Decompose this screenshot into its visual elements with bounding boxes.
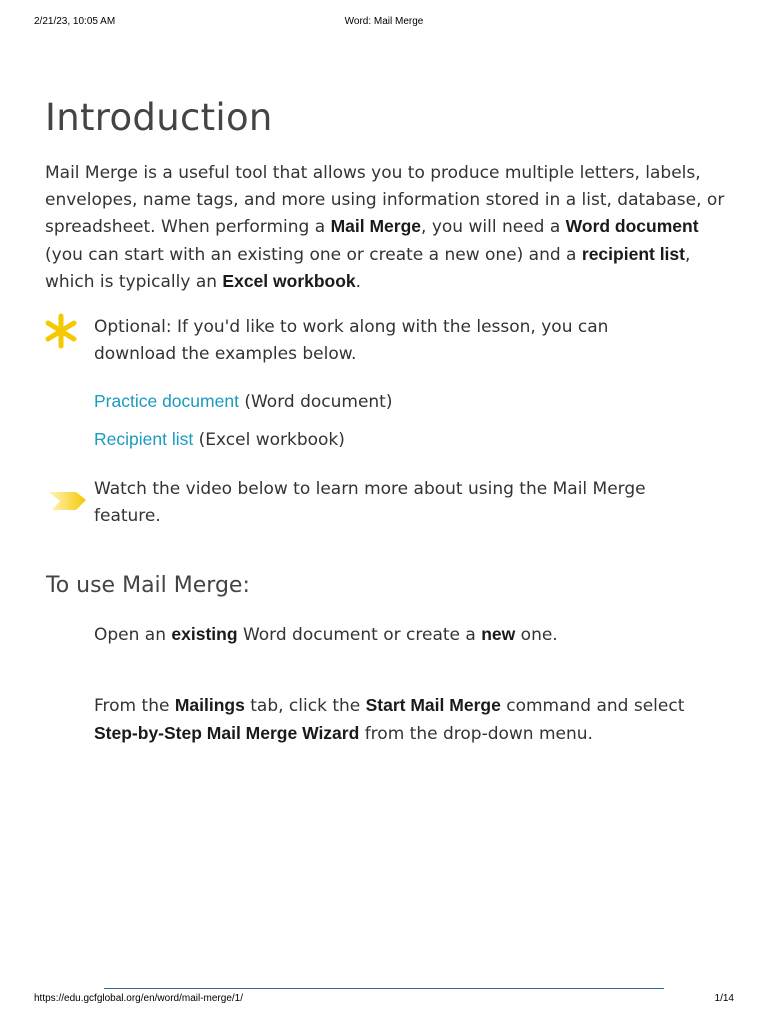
recipient-list-type: (Excel workbook) (193, 430, 345, 450)
video-note: Watch the video below to learn more about using the Mail Merge feature. (94, 479, 646, 526)
term-new: new (481, 624, 516, 644)
print-url: https://edu.gcfglobal.org/en/word/mail-merge/1/ (34, 993, 243, 1004)
recipient-list-link[interactable]: Recipient list (94, 429, 194, 449)
print-footer (34, 993, 734, 1007)
practice-document-type: (Word document) (238, 392, 393, 412)
print-datetime: 2/21/23, 10:05 AM (34, 16, 116, 27)
term-existing: existing (171, 624, 238, 644)
section-heading: To use Mail Merge: (46, 573, 250, 598)
term-excel-workbook: Excel workbook (222, 271, 356, 291)
intro-paragraph: Mail Merge is a useful tool that allows you to produce multiple letters, labels, envelopes, name tags, and more using information stored in a list, database, or spreadsheet. When performing a Mail Merge, you will need a Word document (you can start with an existing one or create a new one) and a recipient list, which is typically an Excel workbook. (45, 163, 725, 292)
page-number: 1/14 (714, 993, 734, 1004)
step-1: Open an existing Word document or create a new one. (94, 624, 558, 645)
page-title: Introduction (45, 96, 273, 139)
download-recipient-list (94, 429, 345, 450)
term-word-document: Word document (565, 216, 699, 236)
optional-note: Optional: If you'd like to work along with the lesson, you can download the examples below. (94, 317, 609, 364)
video-arrow-icon (48, 488, 88, 516)
star-icon (43, 313, 79, 349)
term-wizard: Step-by-Step Mail Merge Wizard (94, 722, 360, 743)
term-mail-merge: Mail Merge (330, 216, 422, 236)
term-mailings: Mailings (174, 695, 245, 715)
print-doc-title: Word: Mail Merge (344, 16, 424, 27)
step-2: From the Mailings tab, click the Start Mail Merge command and select Step-by-Step Mail Merge Wizard from the drop-down menu. (94, 695, 685, 744)
term-recipient-list: recipient list (581, 243, 685, 264)
practice-document-link[interactable]: Practice document (94, 391, 239, 411)
term-start-mail-merge: Start Mail Merge (365, 695, 501, 715)
download-practice-document (94, 391, 392, 412)
footer-rule (104, 988, 664, 989)
print-header (34, 16, 734, 30)
